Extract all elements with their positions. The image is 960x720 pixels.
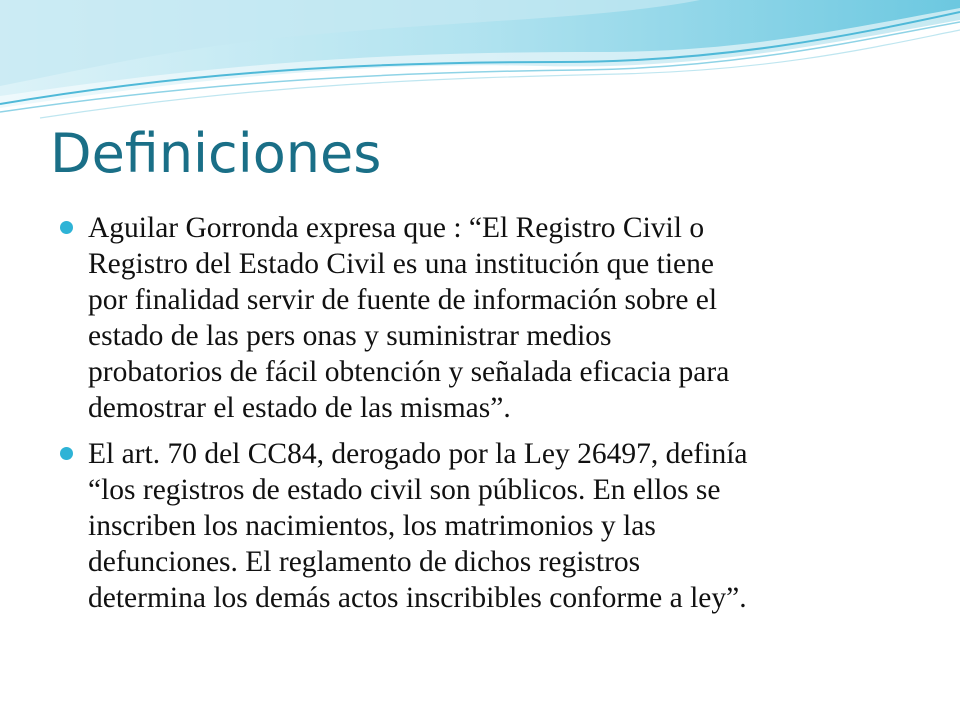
bullet-list bbox=[60, 210, 920, 626]
bullet-text: El art. 70 del CC84, derogado por la Ley 26497, definía “los registros de estado civil son públicos. En ellos se inscriben los nacimientos, los matrimonios y las defunciones. El reglamento de dichos registros determina los demás actos inscribibles conforme a ley”. bbox=[88, 438, 748, 614]
bullet-item bbox=[60, 210, 920, 426]
header-wave-decoration bbox=[0, 0, 960, 130]
bullet-dot-icon bbox=[60, 447, 73, 460]
bullet-item bbox=[60, 436, 920, 616]
bullet-dot-icon bbox=[60, 221, 73, 234]
bullet-text: Aguilar Gorronda expresa que : “El Registro Civil o Registro del Estado Civil es una institución que tiene por finalidad servir de fuente de información sobre el estado de las pers onas y suministrar medios probatorios de fácil obtención y señalada eficacia para demostrar el estado de las mismas”. bbox=[88, 212, 730, 424]
slide-title: Definiciones bbox=[50, 122, 382, 185]
